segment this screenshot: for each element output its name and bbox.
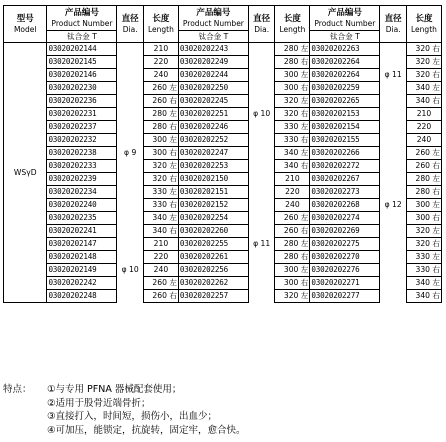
length-2: 300 右 — [275, 277, 310, 290]
diameter-cell-1 — [117, 160, 144, 264]
product-number-1: 03020202236 — [47, 95, 117, 108]
table-row — [4, 212, 442, 225]
product-number-3: 03020202269 — [310, 225, 380, 238]
product-number-3: 03020202273 — [310, 186, 380, 199]
length-1: 300 右 — [143, 147, 178, 160]
diameter-cell-1 — [117, 43, 144, 147]
length-1: 260 左 — [143, 82, 178, 95]
length-3: 340 右 — [406, 95, 441, 108]
product-number-1: 03020202231 — [47, 108, 117, 121]
length-1: 210 — [143, 43, 178, 56]
length-2: 330 右 — [275, 134, 310, 147]
product-number-1: 03020202239 — [47, 173, 117, 186]
length-1: 260 右 — [143, 95, 178, 108]
product-number-3: 03020202270 — [310, 251, 380, 264]
header-product-1: 产品编号 Product Number — [47, 6, 117, 31]
length-2: 320 右 — [275, 108, 310, 121]
diameter-cell-3 — [380, 82, 407, 199]
header-dia-2: 直径 Dia. — [248, 6, 275, 43]
header-dia-1: 直径 Dia. — [117, 6, 144, 43]
length-2: 220 — [275, 186, 310, 199]
table-row — [4, 251, 442, 264]
length-3: 260 右 — [406, 160, 441, 173]
length-3: 330 左 — [406, 251, 441, 264]
table-row — [4, 290, 442, 303]
product-number-2: 03020202261 — [178, 251, 248, 264]
header-dia-3: 直径 Dia. — [380, 6, 407, 43]
diameter-cell-2 — [248, 121, 275, 238]
product-number-1: 03020202149 — [47, 264, 117, 277]
product-number-1: 03020202232 — [47, 134, 117, 147]
product-number-3: 03020202267 — [310, 173, 380, 186]
length-3: 320 右 — [406, 69, 441, 82]
product-number-3: 03020202265 — [310, 95, 380, 108]
table-row — [4, 82, 442, 95]
length-2: 280 左 — [275, 238, 310, 251]
header-product-3: 产品编号 Product Number — [310, 6, 380, 31]
product-number-1: 03020202234 — [47, 186, 117, 199]
length-3: 240 — [406, 134, 441, 147]
length-1: 320 左 — [143, 160, 178, 173]
product-number-3: 03020202275 — [310, 238, 380, 251]
length-1: 330 左 — [143, 186, 178, 199]
length-2: 320 左 — [275, 95, 310, 108]
length-1: 240 — [143, 264, 178, 277]
table-row — [4, 264, 442, 277]
header-length-1: 长度 Length — [143, 6, 178, 43]
diameter-cell-2 — [248, 43, 275, 108]
length-3: 340 左 — [406, 277, 441, 290]
product-number-3: 03020202277 — [310, 290, 380, 303]
table-row — [4, 56, 442, 69]
product-number-3: 03020202264 — [310, 56, 380, 69]
material-label-2: 钛合金 T — [178, 31, 248, 43]
table-row — [4, 69, 442, 82]
length-3: 340 左 — [406, 82, 441, 95]
length-1: 280 左 — [143, 108, 178, 121]
diameter-cell-2 — [248, 251, 275, 303]
feature-text: ①与专用 PFNA 器械配套使用； — [47, 384, 182, 395]
header-model: 型号 Model — [4, 6, 47, 43]
product-number-3: 03020202271 — [310, 277, 380, 290]
length-3: 320 右 — [406, 238, 441, 251]
product-number-1: 03020202148 — [47, 251, 117, 264]
material-label-1: 钛合金 T — [47, 31, 117, 43]
length-1: 300 左 — [143, 134, 178, 147]
product-number-2: 03020202243 — [178, 43, 248, 56]
table-row — [4, 134, 442, 147]
product-number-2: 03020202262 — [178, 277, 248, 290]
length-2: 300 右 — [275, 82, 310, 95]
feature-item — [3, 410, 246, 424]
table-header-row — [4, 6, 442, 31]
product-number-1: 03020202240 — [47, 199, 117, 212]
table-row — [4, 173, 442, 186]
product-number-3: 03020202274 — [310, 212, 380, 225]
length-2: 340 右 — [275, 160, 310, 173]
product-number-3: 03020202263 — [310, 43, 380, 56]
table-row — [4, 121, 442, 134]
table-row — [4, 43, 442, 56]
table-row — [4, 238, 442, 251]
length-2: 330 左 — [275, 121, 310, 134]
header-length-2: 长度 Length — [275, 6, 310, 43]
length-2: 280 右 — [275, 251, 310, 264]
length-3: 330 右 — [406, 264, 441, 277]
length-2: 240 — [275, 199, 310, 212]
product-number-1: 03020202242 — [47, 277, 117, 290]
length-3: 340 右 — [406, 290, 441, 303]
length-1: 320 右 — [143, 173, 178, 186]
length-2: 300 左 — [275, 69, 310, 82]
diameter-cell-1: φ 9 — [117, 147, 144, 160]
length-1: 220 — [143, 56, 178, 69]
length-1: 260 左 — [143, 277, 178, 290]
product-number-1: 03020202144 — [47, 43, 117, 56]
product-number-2: 03020202252 — [178, 134, 248, 147]
product-spec-table — [3, 5, 442, 303]
length-1: 280 右 — [143, 121, 178, 134]
length-2: 300 左 — [275, 264, 310, 277]
model-cell: WSγD — [4, 43, 47, 303]
length-3: 320 左 — [406, 56, 441, 69]
product-number-3: 03020202266 — [310, 147, 380, 160]
product-number-2: 03020202245 — [178, 95, 248, 108]
product-number-1: 03020202248 — [47, 290, 117, 303]
product-number-2: 03020202256 — [178, 264, 248, 277]
length-3: 260 左 — [406, 147, 441, 160]
product-number-2: 03020202260 — [178, 225, 248, 238]
length-1: 340 左 — [143, 212, 178, 225]
product-number-3: 03020202268 — [310, 199, 380, 212]
feature-item — [3, 383, 246, 397]
diameter-cell-2: φ 11 — [248, 238, 275, 251]
product-number-3: 03020202259 — [310, 82, 380, 95]
length-3: 300 右 — [406, 212, 441, 225]
feature-text: ④可加压，能锁定，抗旋转，固定牢，愈合快。 — [47, 424, 246, 436]
feature-item — [3, 424, 246, 438]
product-number-1: 03020202241 — [47, 225, 117, 238]
length-3: 280 左 — [406, 173, 441, 186]
product-number-3: 03020202264 — [310, 69, 380, 82]
length-3: 300 左 — [406, 199, 441, 212]
product-number-1: 03020202233 — [47, 160, 117, 173]
product-number-2: 03020202254 — [178, 212, 248, 225]
product-number-2: 03020202246 — [178, 121, 248, 134]
length-2: 280 左 — [275, 43, 310, 56]
product-number-3: 03020202154 — [310, 121, 380, 134]
header-length-3: 长度 Length — [406, 6, 441, 43]
table-row — [4, 186, 442, 199]
product-number-2: 03020202249 — [178, 56, 248, 69]
feature-text: ②适用于股骨近端骨折； — [47, 397, 151, 409]
feature-text: ③直接打入，时间短，损伤小，出血少； — [47, 411, 218, 422]
product-number-1: 03020202237 — [47, 121, 117, 134]
table-row — [4, 199, 442, 212]
length-1: 210 — [143, 238, 178, 251]
length-2: 320 左 — [275, 290, 310, 303]
product-number-2: 03020202251 — [178, 108, 248, 121]
product-number-3: 03020202153 — [310, 108, 380, 121]
product-number-2: 03020202255 — [178, 238, 248, 251]
product-number-2: 03020202247 — [178, 147, 248, 160]
length-3: 220 — [406, 121, 441, 134]
length-1: 220 — [143, 251, 178, 264]
features-label: 特点： — [3, 384, 32, 395]
product-number-2: 03020202152 — [178, 199, 248, 212]
product-number-3: 03020202155 — [310, 134, 380, 147]
product-number-1: 03020202230 — [47, 82, 117, 95]
table-row — [4, 277, 442, 290]
product-number-1: 03020202147 — [47, 238, 117, 251]
product-number-2: 03020202257 — [178, 290, 248, 303]
product-number-3: 03020202276 — [310, 264, 380, 277]
product-number-1: 03020202145 — [47, 56, 117, 69]
material-label-3: 钛合金 T — [310, 31, 380, 43]
product-number-2: 03020202150 — [178, 173, 248, 186]
table-row — [4, 147, 442, 160]
length-3: 210 — [406, 108, 441, 121]
table-row — [4, 160, 442, 173]
feature-item — [3, 397, 246, 411]
material-row — [4, 31, 442, 43]
length-2: 260 左 — [275, 212, 310, 225]
diameter-cell-1: φ 10 — [117, 264, 144, 277]
length-3: 320 左 — [406, 225, 441, 238]
diameter-cell-3: φ 12 — [380, 199, 407, 212]
product-number-1: 03020202238 — [47, 147, 117, 160]
table-row — [4, 225, 442, 238]
diameter-cell-3: φ 11 — [380, 69, 407, 82]
length-1: 340 右 — [143, 225, 178, 238]
length-2: 210 — [275, 173, 310, 186]
diameter-cell-1 — [117, 277, 144, 303]
length-2: 340 左 — [275, 147, 310, 160]
length-2: 280 右 — [275, 56, 310, 69]
length-3: 280 右 — [406, 186, 441, 199]
product-number-1: 03020202235 — [47, 212, 117, 225]
product-number-2: 03020202253 — [178, 160, 248, 173]
table-row — [4, 95, 442, 108]
product-number-2: 03020202250 — [178, 82, 248, 95]
length-3: 320 右 — [406, 43, 441, 56]
product-number-2: 03020202151 — [178, 186, 248, 199]
length-1: 330 右 — [143, 199, 178, 212]
length-2: 260 右 — [275, 225, 310, 238]
length-1: 240 — [143, 69, 178, 82]
diameter-cell-2: φ 10 — [248, 108, 275, 121]
product-number-2: 03020202244 — [178, 69, 248, 82]
table-row — [4, 108, 442, 121]
diameter-cell-3 — [380, 43, 407, 69]
diameter-cell-3 — [380, 212, 407, 303]
product-number-3: 03020202272 — [310, 160, 380, 173]
features-block — [3, 383, 246, 437]
length-1: 260 右 — [143, 290, 178, 303]
product-number-1: 03020202146 — [47, 69, 117, 82]
header-product-2: 产品编号 Product Number — [178, 6, 248, 31]
